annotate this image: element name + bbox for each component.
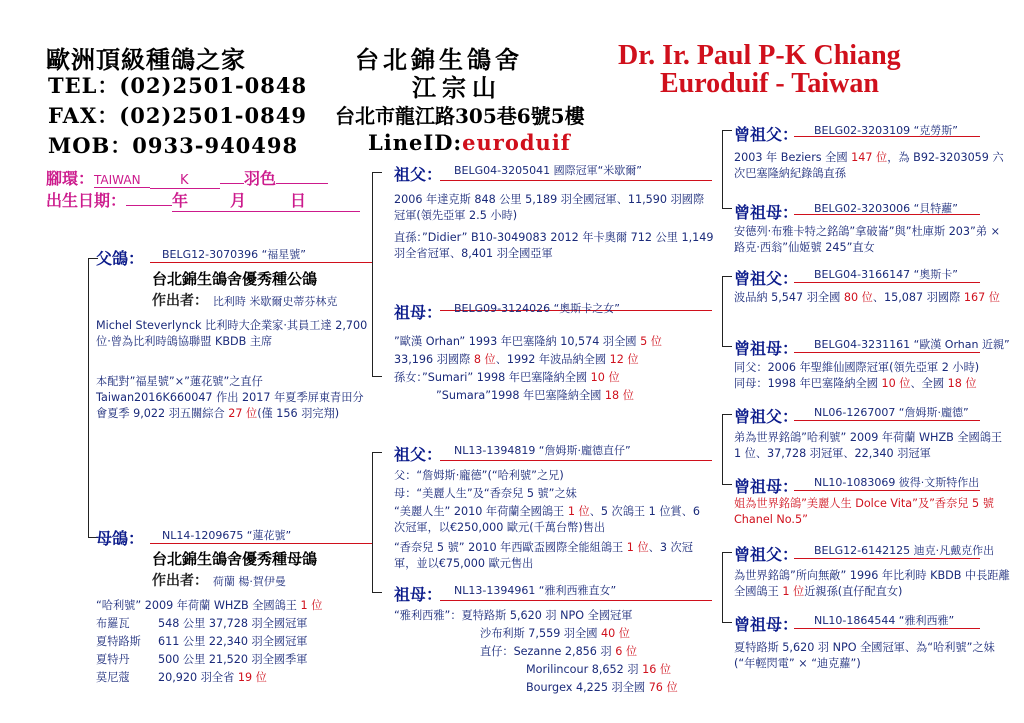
ggp-role: 曾祖母： [734,203,799,222]
dam-row: 夏特路斯 611 公里 22,340 羽全國冠軍 [96,635,308,648]
ggp-text: 安德列‧布雅卡特之銘鴿”拿破崙”與”杜庫斯 203”弟 × 路克‧西翁”仙姬號 245”直女 [734,225,1000,254]
dam-breeder: 作出者： 荷蘭 楊‧賀伊曼 [152,573,286,589]
tree-line [372,172,382,173]
tree-line [440,460,712,461]
ring-field: 腳環：TAIWAN K 羽色 [46,166,328,189]
ring-letter: K [150,173,220,189]
tree-line [440,600,712,601]
gm2-l5: Bourgex 4,225 羽全國 76 位 [526,681,678,694]
fax: FAX：(02)2501-0849 [48,103,307,128]
ggp-ring: NL10-1864544 “雅利西雅” [814,614,955,627]
dam-role: 母鴿： [96,529,145,548]
ggp-role: 曾祖母： [734,477,799,496]
ring-country: TAIWAN [94,173,150,188]
ggp-text: 同父：2006 年聖維仙國際冠軍(領先亞軍 2 小時) [734,361,980,374]
gf2-l2: 母：“美麗人生”及“香奈兒 5 號”之妹 [394,487,577,500]
gm2-l2: 沙布利斯 7,559 羽全國 40 位 [480,627,630,640]
tree-line [372,376,382,377]
tree-line [150,262,372,263]
ggp-ring: BELG02-3203109 “克勞斯” [814,124,958,137]
ggp-ring: BELG12-6142125 迪克‧凡戴克作出 [814,544,995,557]
tree-line [440,180,712,181]
color-label: 羽色 [244,169,277,188]
ggp-ring: BELG04-3166147 “奧斯卡” [814,268,958,281]
ggp-role: 曾祖母： [734,615,799,634]
birth-field: 出生日期： 年 月 日 [46,188,360,212]
dam-row: 莫尼蔻 20,920 羽全省 19 位 [96,671,267,684]
gm1-l2: 33,196 羽國際 8 位、1992 年波品納全國 12 位 [394,353,639,366]
tree-line [722,414,723,484]
gm2-role: 祖母： [394,585,443,604]
sire-desc2: 本配對”福星號”×”蓮花號”之直仔 Taiwan2016K660047 作出 2017 年夏季屏東青田分會夏季 9,022 羽五關綜合 27 位(僅 156 羽完翔) [96,375,364,420]
birth-month: 月 [230,188,290,212]
tree-line [722,552,723,622]
tree-line [372,592,382,593]
birth-day: 日 [290,188,360,212]
address: 台北市龍江路305巷6號5樓 [335,104,585,128]
sire-breeder: 作出者： 比利時 米歇爾史蒂芬林克 [152,293,338,309]
gf2-l4: “香奈兒 5 號” 2010 年西歐盃國際全能組鴿王 1 位、3 次冠軍，並以€75,000 歐元售出 [394,541,693,570]
owner-cn: 江宗山 [412,73,502,102]
lineid [368,130,571,155]
loft-title-left: 歐洲頂級種鴿之家 [46,45,246,74]
sire-role: 父鴿： [96,249,145,268]
gf1-text1: 2006 年達克斯 848 公里 5,189 羽全國冠軍、11,590 羽國際冠軍(領先亞軍 2.5 小時) [394,193,705,222]
gf2-l1: 父：“詹姆斯‧龐德”(“哈利號”之兄) [394,469,564,482]
ggp-text: 波品納 5,547 羽全國 80 位、15,087 羽國際 167 位 [734,291,1000,304]
ggp-ring: BELG02-3203006 “貝特蘿” [814,202,958,215]
gf1-text2: 直孫：”Didier” B10-3049083 2012 年卡奧爾 712 公里 1,149 羽全省冠軍、8,401 羽全國亞軍 [394,231,714,260]
dam-row: 夏特丹 500 公里 21,520 羽全國季軍 [96,653,308,666]
ggp-text: 弟為世界銘鴿”哈利號” 2009 年荷蘭 WHZB 全國鴿王 1 位、37,728 羽冠軍、22,340 羽冠軍 [734,431,1003,460]
tree-line [150,543,372,544]
tel: TEL：(02)2501-0848 [48,73,308,98]
sire-desc1: Michel Steverlynck 比利時大企業家‧其員工達 2,700 位‧曾為比利時鴿協聯盟 KBDB 主席 [96,319,368,348]
dam-line1: “哈利號” 2009 年荷蘭 WHZB 全國鴿王 1 位 [96,599,323,612]
ggp-ring: NL06-1267007 “詹姆斯‧龐德” [814,406,969,419]
lineid-value: euroduif [462,130,571,155]
dam-row: 布羅瓦 548 公里 37,728 羽全國冠軍 [96,617,308,630]
brand: Euroduif - Taiwan [660,68,879,99]
ggp-role: 曾祖父： [734,545,799,564]
tree-line [88,258,89,537]
ggp-text: 姐為世界銘鴿”美麗人生 Dolce Vita”及”香奈兒 5 號 Chanel No.5” [734,497,994,526]
ggp-role: 曾祖父： [734,269,799,288]
gm1-ring: BELG09-3124026 “奧斯卡之女” [454,302,620,315]
owner-en: Dr. Ir. Paul P-K Chiang [618,40,901,71]
gm1-role: 祖母： [394,303,443,322]
ggp-role: 曾祖父： [734,125,799,144]
gf1-ring: BELG04-3205041 國際冠軍“米歇爾” [454,164,642,177]
ggp-role: 曾祖母： [734,339,799,358]
ggp-text: 同母：1998 年巴塞隆納全國 10 位、全國 18 位 [734,377,977,390]
loft-title-mid: 台北錦生鴿舍 [355,45,523,74]
gm2-l4: Morilincour 8,652 羽 16 位 [526,663,672,676]
dam-loft: 台北錦生鴿舍優秀種母鴿 [152,550,318,568]
ggp-ring: NL10-1083069 彼得‧文斯特作出 [814,476,980,489]
ggp-text: 夏特路斯 5,620 羽 NPO 全國冠軍、為“哈利號”之妹 (“年輕閃電” × “迪克蘿”) [734,641,995,670]
ggp-text: 為世界銘鴿”所向無敵” 1996 年比利時 KBDB 中長距離全國鴿王 1 位近親孫(直仔配直女) [734,569,1010,598]
mob: MOB：0933-940498 [48,133,299,158]
lineid-label: LineID: [368,130,463,155]
ggp-ring: BELG04-3231161 “歐漢 Orhan 近親” [814,338,1010,351]
tree-line [722,130,723,208]
gm1-l1: ”歐漢 Orhan” 1993 年巴塞隆納 10,574 羽全國 5 位 [394,335,662,348]
dam-ring: NL14-1209675 “蓮花號” [162,529,292,542]
tree-line [372,452,382,453]
gm2-l1: “雅利西雅”：夏特路斯 5,620 羽 NPO 全國冠軍 [394,609,633,622]
gm2-ring: NL13-1394961 “雅利西雅直女” [454,584,617,597]
gf2-ring: NL13-1394819 “詹姆斯‧龐德直仔” [454,444,631,457]
gm2-l3: 直仔：Sezanne 2,856 羽 6 位 [480,645,638,658]
ggp-role: 曾祖父： [734,407,799,426]
gf2-role: 祖父： [394,445,443,464]
ggp-text: 2003 年 Beziers 全國 147 位，為 B92-3203059 六次巴塞隆納紀錄鴿直孫 [734,151,1004,180]
sire-ring: BELG12-3070396 “福星號” [162,248,306,261]
gf2-l3: “美麗人生” 2010 年荷蘭全國鴿王 1 位、5 次鴿王 1 位賞、6 次冠軍，以€250,000 歐元(千萬台幣)售出 [394,505,701,534]
birth-year: 年 [172,188,230,212]
tree-line [372,452,373,592]
gm1-l4: ”Sumara”1998 年巴塞隆納全國 18 位 [436,389,634,402]
tree-line [372,172,373,376]
gm1-l3: 孫女：”Sumari” 1998 年巴塞隆納全國 10 位 [394,371,620,384]
tree-line [722,276,723,346]
gf1-role: 祖父： [394,165,443,184]
sire-loft: 台北錦生鴿舍優秀種公鴿 [152,270,318,288]
